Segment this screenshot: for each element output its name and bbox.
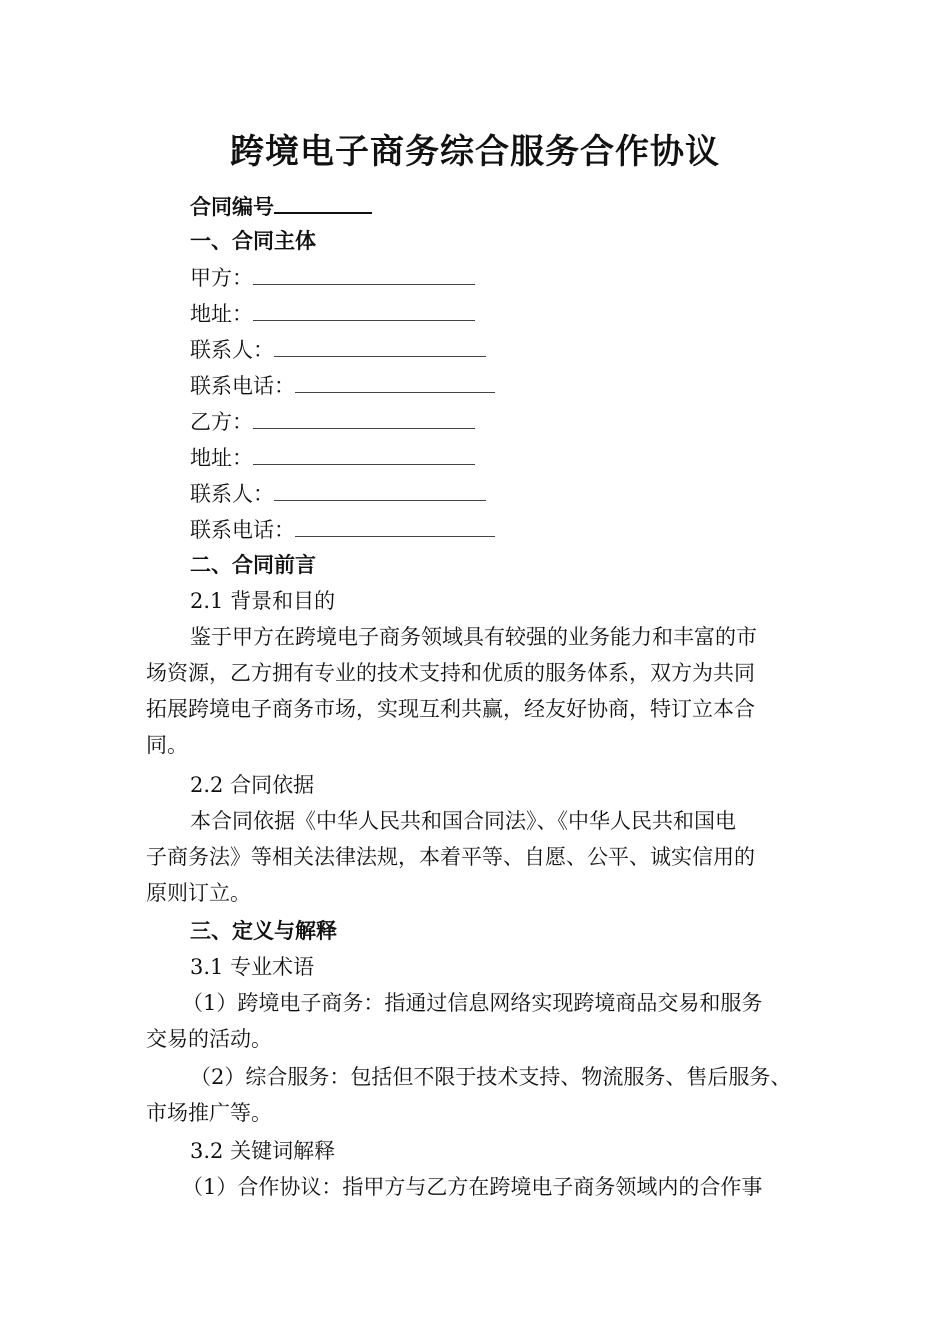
party-b-phone-blank[interactable] [295,514,495,537]
party-b-line [190,406,475,437]
section-heading-parties: 一、合同主体 [190,228,316,253]
paragraph-line: 鉴于甲方在跨境电子商务领域具有较强的业务能力和丰富的市 [190,625,757,649]
paragraph-line: 市场推广等。 [146,1101,272,1125]
party-a-line [190,262,475,293]
contract-number-label: 合同编号 [190,194,274,219]
contract-number-blank[interactable] [274,190,372,214]
party-a-phone-label: 联系电话： [190,374,295,398]
subheading-keywords: 3.2 关键词解释 [190,1139,336,1163]
subheading-background: 2.1 背景和目的 [190,589,336,613]
party-a-blank[interactable] [253,262,475,285]
section-heading-definitions: 三、定义与解释 [190,918,337,943]
subheading-basis: 2.2 合同依据 [190,773,315,797]
party-b-address-blank[interactable] [253,442,475,465]
party-a-address-blank[interactable] [253,298,475,321]
party-b-phone-label: 联系电话： [190,518,295,542]
party-b-contact-line [190,478,486,509]
subheading-terms: 3.1 专业术语 [190,955,315,979]
party-a-address-label: 地址： [190,302,253,326]
paragraph-line: 交易的活动。 [146,1027,272,1051]
party-b-contact-blank[interactable] [274,478,486,501]
paragraph-line: 子商务法》等相关法律法规，本着平等、自愿、公平、诚实信用的 [146,845,755,869]
paragraph-line: 本合同依据《中华人民共和国合同法》、《中华人民共和国电 [190,809,736,833]
paragraph-line: 拓展跨境电子商务市场，实现互利共赢，经友好协商，特订立本合 [146,697,755,721]
party-b-address-label: 地址： [190,446,253,470]
paragraph-line: 原则订立。 [146,881,251,905]
paragraph-line: 场资源，乙方拥有专业的技术支持和优质的服务体系，双方为共同 [146,661,755,685]
party-a-phone-blank[interactable] [295,370,495,393]
party-a-phone-line [190,370,495,401]
paragraph-line: （1）合作协议：指甲方与乙方在跨境电子商务领域内的合作事 [182,1175,763,1199]
party-a-contact-line [190,334,486,365]
paragraph-line: （2）综合服务：包括但不限于技术支持、物流服务、售后服务、 [190,1065,792,1089]
party-b-contact-label: 联系人： [190,482,274,506]
party-a-contact-label: 联系人： [190,338,274,362]
paragraph-line: 同。 [146,733,188,757]
contract-number-line [190,190,372,222]
document-title: 跨境电子商务综合服务合作协议 [230,132,720,172]
party-a-contact-blank[interactable] [274,334,486,357]
party-a-address-line [190,298,475,329]
party-a-label: 甲方： [190,266,253,290]
party-b-label: 乙方： [190,410,253,434]
party-b-address-line [190,442,475,473]
section-heading-preamble: 二、合同前言 [190,552,316,577]
paragraph-line: （1）跨境电子商务：指通过信息网络实现跨境商品交易和服务 [182,991,763,1015]
party-b-blank[interactable] [253,406,475,429]
party-b-phone-line [190,514,495,545]
